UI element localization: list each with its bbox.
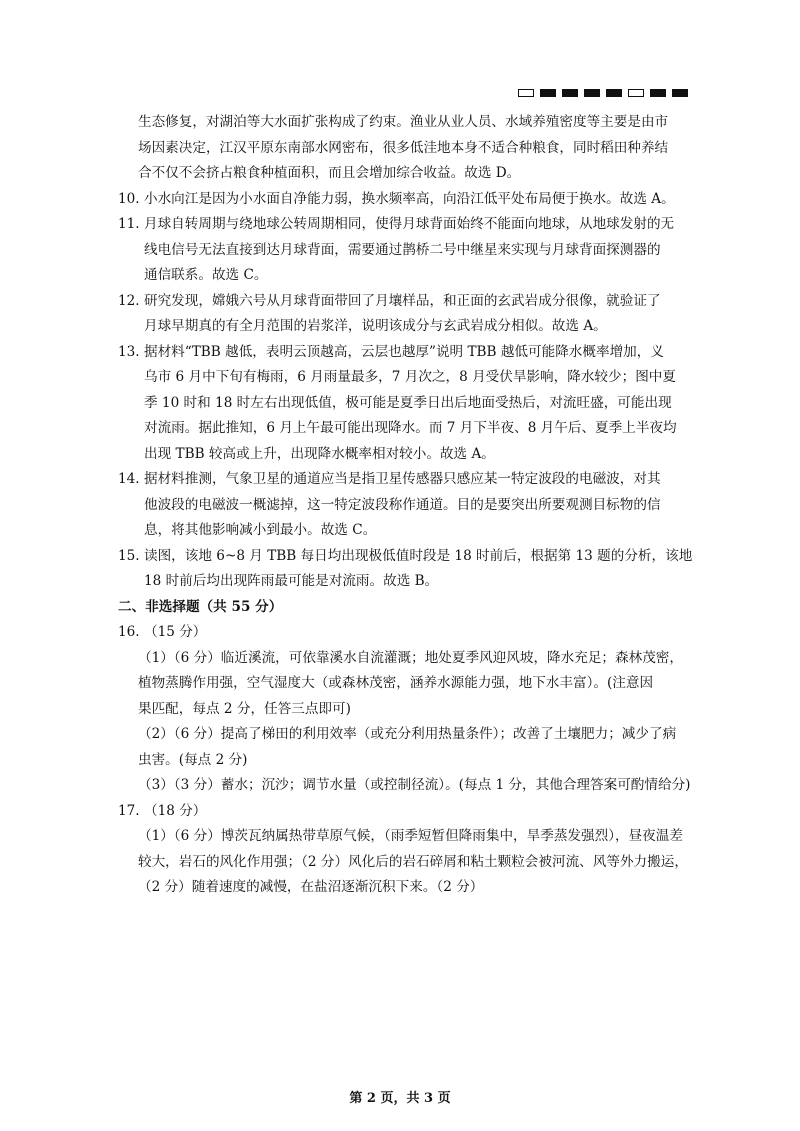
filled-square-mark <box>672 89 688 97</box>
question-score: （15 分） <box>144 624 207 640</box>
answer-item <box>118 289 698 340</box>
answer-text: 18 时前后均出现阵雨最可能是对流雨。故选 B。 <box>144 573 439 589</box>
answer-text: 息，将其他影响减小到最小。故选 C。 <box>144 522 377 538</box>
answer-item <box>118 187 698 213</box>
text-line: 果匹配，每点 2 分，任答三点即可) <box>138 700 351 717</box>
answer-text: 对流雨。据此推知，6 月上午最可能出现降水。而 7 月下半夜、8 月午后、夏季上半夜均 <box>144 420 677 436</box>
answer-text: 线电信号无法直接到达月球背面，需要通过鹊桥二号中继星来实现与月球背面探测器的 <box>144 241 661 258</box>
sub-answer <box>118 722 698 773</box>
answer-text: 研究发现，嫦娥六号从月球背面带回了月壤样品，和正面的玄武岩成分很像，就验证了 <box>144 292 661 309</box>
sub-answer <box>118 824 698 901</box>
answer-text: 据材料推测，气象卫星的通道应当是指卫星传感器只感应某一特定波段的电磁波，对其 <box>144 471 661 487</box>
answer-text: 通信联系。故选 C。 <box>144 267 268 283</box>
filled-square-mark <box>540 89 556 97</box>
answer-text: 出现 TBB 较高或上升，出现降水概率相对较小。故选 A。 <box>144 445 495 462</box>
question-16 <box>118 620 698 799</box>
answer-item <box>118 340 698 468</box>
answer-content <box>118 110 698 901</box>
text-line: 植物蒸腾作用强，空气湿度大（或森林茂密，涵养水源能力强，地下水丰富）。(注意因 <box>138 675 654 691</box>
text-line: 较大，岩石的风化作用强；（2 分）风化后的岩石碎屑和粘土颗粒会被河流、风等外力搬运， <box>138 853 688 870</box>
text-line: （2）（6 分）提高了梯田的利用效率（或充分利用热量条件）；改善了土壤肥力；减少了病 <box>138 726 677 742</box>
answer-text: 月球自转周期与绕地球公转周期相同，使得月球背面始终不能面向地球，从地球发射的无 <box>144 216 675 232</box>
filled-square-mark <box>562 89 578 97</box>
empty-square-mark <box>628 89 644 97</box>
continuation-paragraph <box>118 110 698 187</box>
answer-text: 季 10 时和 18 时左右出现低值，极可能是夏季日出后地面受热后，对流旺盛，可能出现 <box>144 394 672 411</box>
text-line: 虫害。(每点 2 分) <box>138 751 248 768</box>
text-line: 生态修复，对湖泊等大水面扩张构成了约束。渔业从业人员、水域养殖密度等主要是由市 <box>138 114 669 130</box>
text-line: 合不仅不会挤占粮食种植面积，而且会增加综合收益。故选 D。 <box>138 165 521 181</box>
question-number: 16. <box>118 624 140 640</box>
question-number: 11. <box>118 216 140 232</box>
question-number: 12. <box>118 292 140 309</box>
text-line: （1）（6 分）博茨瓦纳属热带草原气候，（雨季短暂但降雨集中，旱季蒸发强烈），昼夜温差 <box>138 828 683 844</box>
question-number: 15. <box>118 547 140 564</box>
sub-answer <box>118 773 698 799</box>
sub-answer <box>118 646 698 723</box>
page-footer: 第 2 页，共 3 页 <box>349 1091 451 1106</box>
empty-square-mark <box>518 89 534 97</box>
answer-item <box>118 467 698 544</box>
question-number: 13. <box>118 343 140 360</box>
question-number: 14. <box>118 471 140 487</box>
filled-square-mark <box>584 89 600 97</box>
text-line: （3）（3 分）蓄水；沉沙；调节水量（或控制径流）。(每点 1 分，其他合理答案可酌情给分) <box>138 777 691 793</box>
answer-text: 据材料“TBB 越低，表明云顶越高，云层也越厚”说明 TBB 越低可能降水概率增加，义 <box>144 343 664 360</box>
answer-item <box>118 544 698 595</box>
text-line: （2 分）随着速度的减慢，在盐沼逐渐沉积下来。（2 分） <box>138 879 484 895</box>
filled-square-mark <box>650 89 666 97</box>
question-score: （18 分） <box>144 802 207 819</box>
question-number: 10. <box>118 190 140 207</box>
question-17 <box>118 799 698 901</box>
text-line: （1）（6 分）临近溪流，可依靠溪水自流灌溉；地处夏季风迎风坡，降水充足；森林茂密， <box>138 649 683 666</box>
answer-text: 乌市 6 月中下旬有梅雨，6 月雨量最多，7 月次之，8 月受伏旱影响，降水较少；图中夏 <box>144 369 676 385</box>
answer-text: 读图，该地 6~8 月 TBB 每日均出现极低值时段是 18 时前后，根据第 13 题的分析，该地 <box>144 547 693 564</box>
text-line: 场因素决定，江汉平原东南部水网密布，很多低洼地本身不适合种粮食，同时稻田种养结 <box>138 139 669 156</box>
header-marks <box>518 89 688 97</box>
answer-text: 月球早期真的有全月范围的岩浆洋，说明该成分与玄武岩成分相似。故选 A。 <box>144 318 607 334</box>
answer-text: 小水向江是因为小水面自净能力弱，换水频率高，向沿江低平处布局便于换水。故选 A。 <box>144 190 675 207</box>
filled-square-mark <box>606 89 622 97</box>
answer-text: 他波段的电磁波一概滤掉，这一特定波段称作通道。目的是要突出所要观测目标物的信 <box>144 496 661 513</box>
choice-answers <box>118 187 698 595</box>
answer-item <box>118 212 698 289</box>
section-title: 二、非选择题（共 55 分） <box>118 598 283 615</box>
question-number: 17. <box>118 802 140 819</box>
